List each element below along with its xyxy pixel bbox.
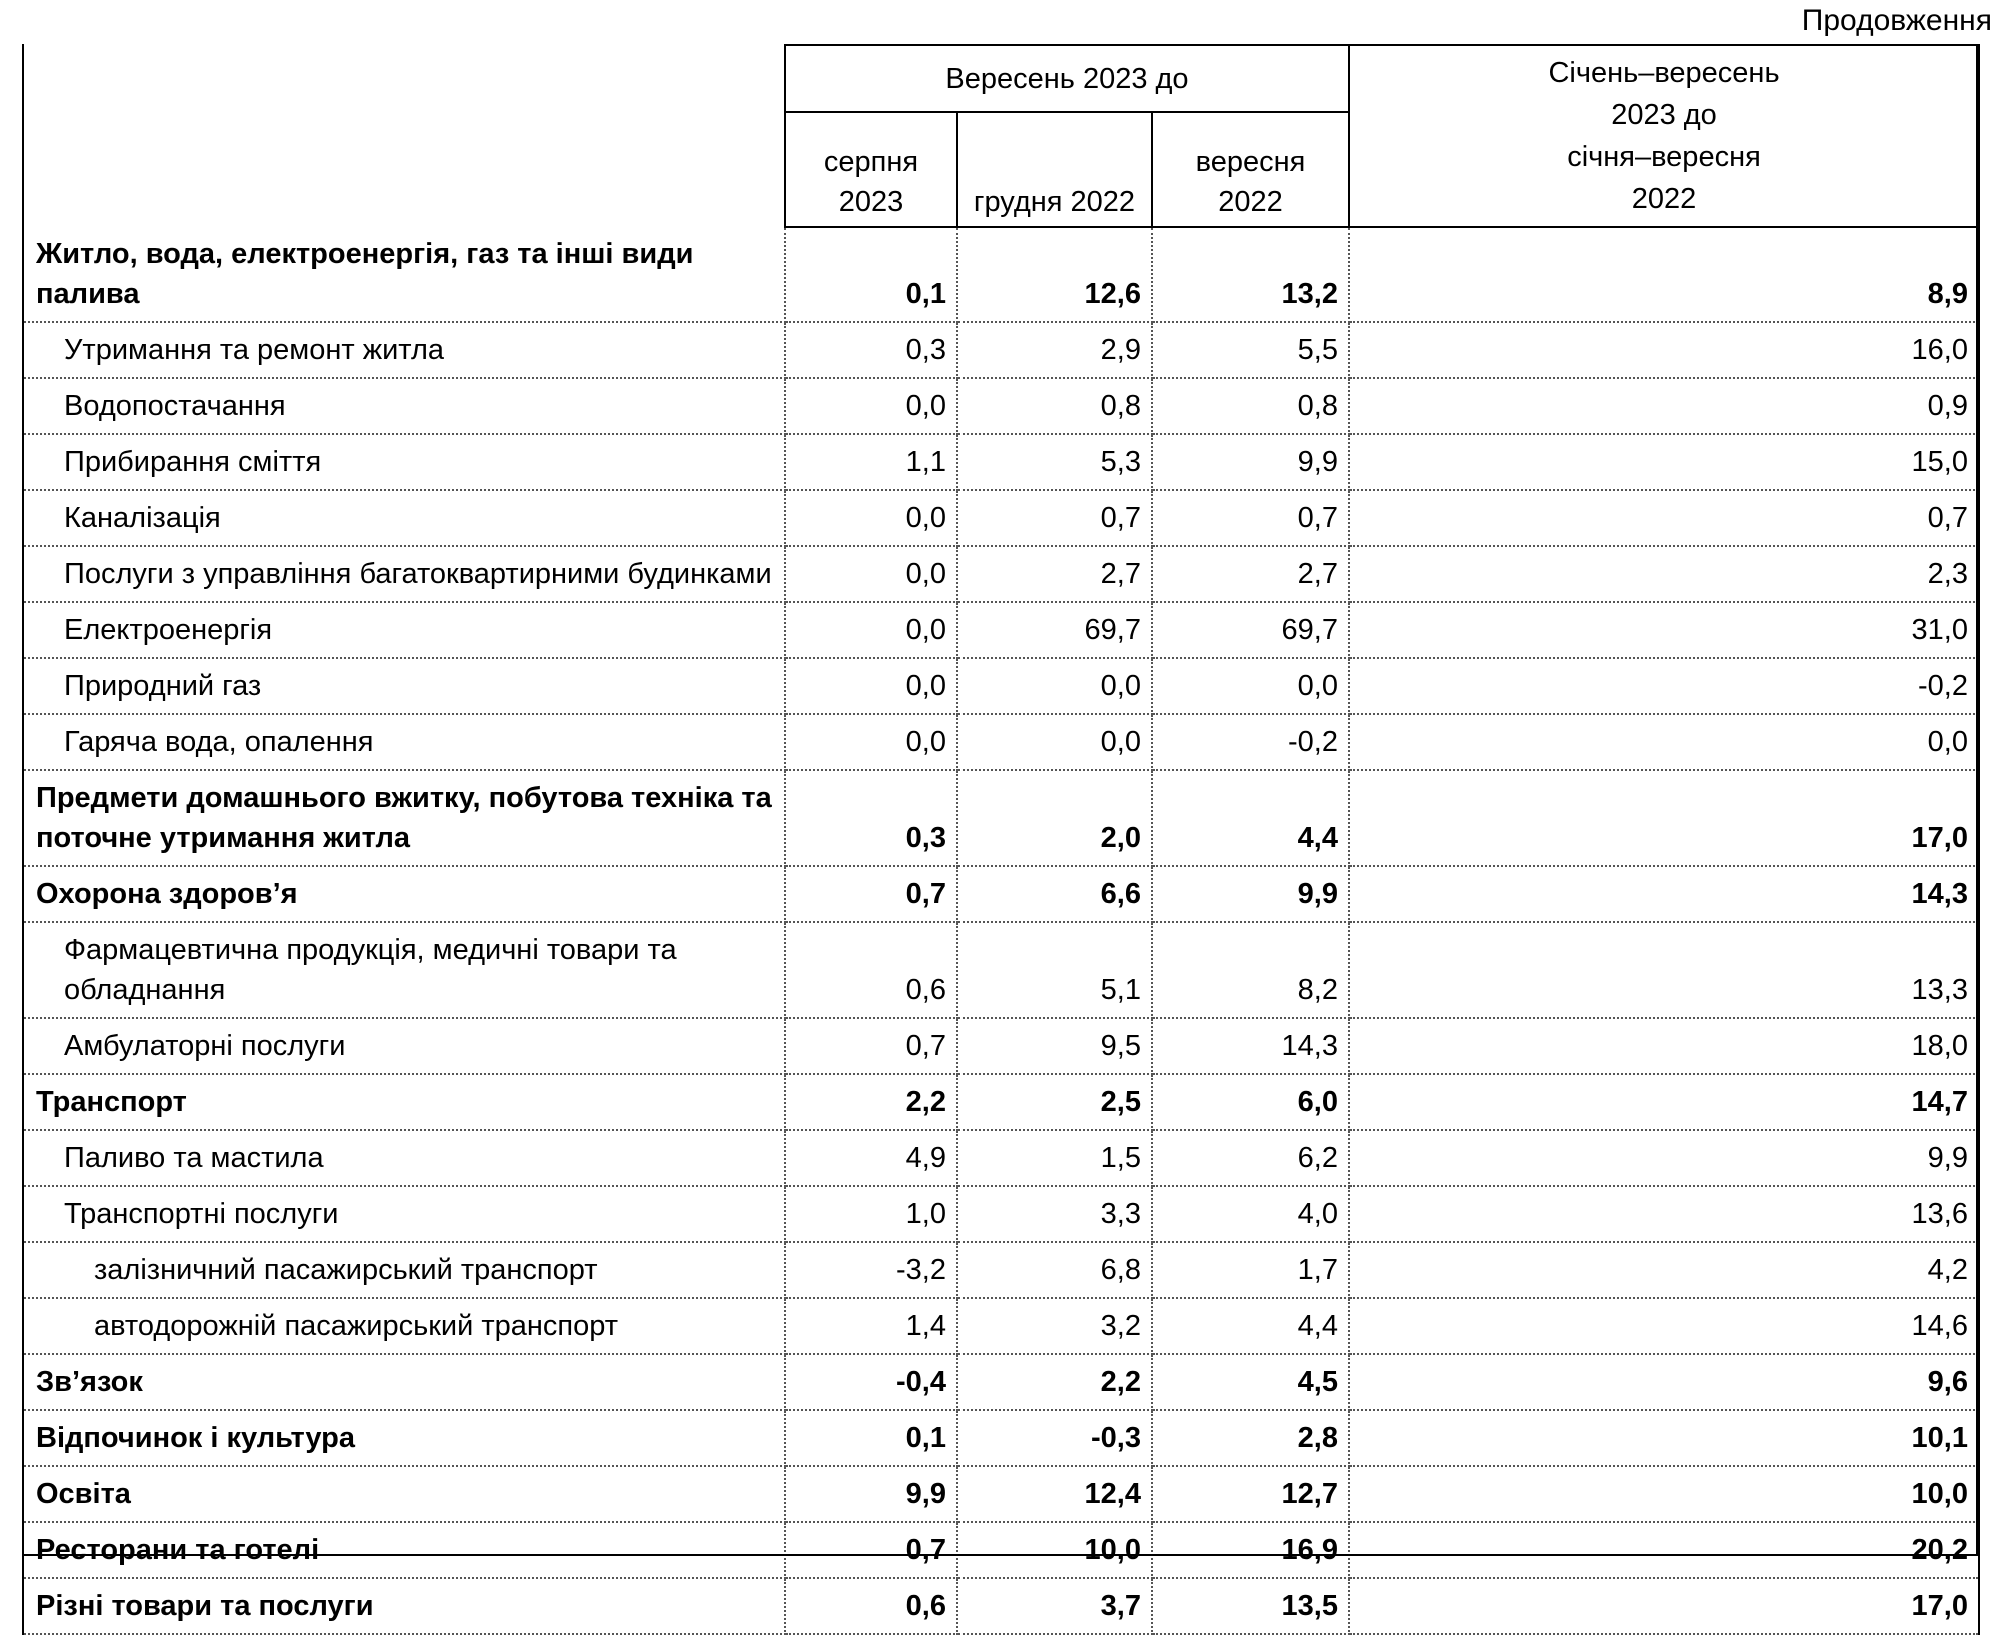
row-value: 3,7	[957, 1578, 1152, 1634]
header-col-december-2022: грудня 2022	[957, 112, 1152, 227]
row-value: 14,7	[1349, 1074, 1979, 1130]
table-row	[23, 1466, 1979, 1522]
row-value: 13,3	[1349, 922, 1979, 1018]
row-value: 0,3	[785, 770, 957, 866]
row-value: 9,9	[1152, 866, 1349, 922]
row-value: 31,0	[1349, 602, 1979, 658]
row-value: -0,2	[1152, 714, 1349, 770]
row-value: 3,3	[957, 1186, 1152, 1242]
row-value: 0,7	[1152, 490, 1349, 546]
row-label: Природний газ	[23, 658, 785, 714]
row-value: 0,7	[1349, 490, 1979, 546]
row-label: Паливо та мастила	[23, 1130, 785, 1186]
table-row	[23, 1522, 1979, 1578]
table-row	[23, 1410, 1979, 1466]
row-value: 14,6	[1349, 1298, 1979, 1354]
table-row	[23, 1298, 1979, 1354]
row-value: 12,7	[1152, 1466, 1349, 1522]
row-value: 12,6	[957, 227, 1152, 322]
row-value: -0,4	[785, 1354, 957, 1410]
header-ytd-line-3: січня–вересня	[1567, 141, 1761, 173]
table-body	[23, 227, 1979, 1634]
header-ytd-line-1: Січень–вересень	[1548, 57, 1780, 89]
row-value: 0,7	[957, 490, 1152, 546]
row-value: 10,0	[957, 1522, 1152, 1578]
row-value: 2,9	[957, 322, 1152, 378]
row-value: 2,7	[1152, 546, 1349, 602]
row-label: Відпочинок і культура	[23, 1410, 785, 1466]
row-value: 16,9	[1152, 1522, 1349, 1578]
row-value: 6,0	[1152, 1074, 1349, 1130]
row-value: 13,6	[1349, 1186, 1979, 1242]
row-value: 0,0	[785, 658, 957, 714]
header-row-group	[23, 45, 1979, 112]
header-group-september-2023: Вересень 2023 до	[785, 45, 1349, 112]
row-value: 0,6	[785, 1578, 957, 1634]
row-value: 13,5	[1152, 1578, 1349, 1634]
row-value: 3,2	[957, 1298, 1152, 1354]
row-value: 5,3	[957, 434, 1152, 490]
row-value: 9,9	[785, 1466, 957, 1522]
row-value: 14,3	[1349, 866, 1979, 922]
row-value: 4,2	[1349, 1242, 1979, 1298]
table-row	[23, 1354, 1979, 1410]
row-value: 4,0	[1152, 1186, 1349, 1242]
row-value: 0,0	[785, 714, 957, 770]
row-label: Житло, вода, електроенергія, газ та інші види палива	[23, 227, 785, 322]
row-value: 0,0	[1349, 714, 1979, 770]
row-value: 0,9	[1349, 378, 1979, 434]
row-label: Електроенергія	[23, 602, 785, 658]
row-label: Транспортні послуги	[23, 1186, 785, 1242]
row-value: 0,0	[957, 714, 1152, 770]
table-row	[23, 227, 1979, 322]
row-value: 9,6	[1349, 1354, 1979, 1410]
row-value: 69,7	[1152, 602, 1349, 658]
row-value: 2,3	[1349, 546, 1979, 602]
row-value: -0,3	[957, 1410, 1152, 1466]
row-value: 1,4	[785, 1298, 957, 1354]
row-label: Утримання та ремонт житла	[23, 322, 785, 378]
row-value: 2,5	[957, 1074, 1152, 1130]
row-value: 1,7	[1152, 1242, 1349, 1298]
table-row	[23, 866, 1979, 922]
row-value: 2,0	[957, 770, 1152, 866]
row-value: 12,4	[957, 1466, 1152, 1522]
row-value: 0,0	[785, 546, 957, 602]
header-ytd	[1349, 45, 1979, 227]
row-value: 0,7	[785, 1522, 957, 1578]
row-value: 0,0	[785, 490, 957, 546]
row-value: 1,1	[785, 434, 957, 490]
row-label: Різні товари та послуги	[23, 1578, 785, 1634]
row-label: Каналізація	[23, 490, 785, 546]
table-row	[23, 1018, 1979, 1074]
row-value: 5,5	[1152, 322, 1349, 378]
row-value: 4,4	[1152, 770, 1349, 866]
row-value: 1,0	[785, 1186, 957, 1242]
cpi-indices-table	[22, 44, 1980, 1635]
table-row	[23, 490, 1979, 546]
row-value: 2,2	[785, 1074, 957, 1130]
row-value: 15,0	[1349, 434, 1979, 490]
row-label: Амбулаторні послуги	[23, 1018, 785, 1074]
row-value: 0,0	[785, 602, 957, 658]
table-row	[23, 434, 1979, 490]
table-row	[23, 658, 1979, 714]
row-label: Гаряча вода, опалення	[23, 714, 785, 770]
table-row	[23, 1074, 1979, 1130]
row-value: 0,0	[1152, 658, 1349, 714]
table-header	[23, 45, 1979, 227]
row-value: 4,4	[1152, 1298, 1349, 1354]
row-value: 13,2	[1152, 227, 1349, 322]
row-value: 16,0	[1349, 322, 1979, 378]
row-value: 5,1	[957, 922, 1152, 1018]
row-value: 9,9	[1152, 434, 1349, 490]
row-value: 4,5	[1152, 1354, 1349, 1410]
row-value: 9,5	[957, 1018, 1152, 1074]
row-value: -0,2	[1349, 658, 1979, 714]
row-value: 14,3	[1152, 1018, 1349, 1074]
header-ytd-line-2: 2023 до	[1611, 99, 1717, 131]
table-row	[23, 602, 1979, 658]
row-value: -3,2	[785, 1242, 957, 1298]
table-row	[23, 1130, 1979, 1186]
header-col-september-2022: вересня 2022	[1152, 112, 1349, 227]
row-value: 0,0	[785, 378, 957, 434]
table-row	[23, 770, 1979, 866]
continuation-note: Продовження	[1801, 4, 1992, 37]
table-row	[23, 1186, 1979, 1242]
header-corner-blank	[23, 45, 785, 227]
row-label: Транспорт	[23, 1074, 785, 1130]
table-row	[23, 714, 1979, 770]
row-label: Зв’язок	[23, 1354, 785, 1410]
row-label: Прибирання сміття	[23, 434, 785, 490]
row-label: автодорожній пасажирський транспорт	[23, 1298, 785, 1354]
row-value: 8,9	[1349, 227, 1979, 322]
row-label: залізничний пасажирський транспорт	[23, 1242, 785, 1298]
row-label: Водопостачання	[23, 378, 785, 434]
row-value: 0,0	[957, 658, 1152, 714]
table-row	[23, 922, 1979, 1018]
row-value: 18,0	[1349, 1018, 1979, 1074]
row-value: 2,7	[957, 546, 1152, 602]
row-label: Предмети домашнього вжитку, побутова техніка та поточне утримання житла	[23, 770, 785, 866]
row-value: 0,8	[1152, 378, 1349, 434]
row-label: Фармацевтична продукція, медичні товари та обладнання	[23, 922, 785, 1018]
table-row	[23, 1242, 1979, 1298]
row-value: 17,0	[1349, 770, 1979, 866]
row-value: 2,8	[1152, 1410, 1349, 1466]
row-value: 10,0	[1349, 1466, 1979, 1522]
header-col-august-2023: серпня 2023	[785, 112, 957, 227]
row-value: 17,0	[1349, 1578, 1979, 1634]
row-value: 4,9	[785, 1130, 957, 1186]
row-value: 0,7	[785, 1018, 957, 1074]
row-value: 0,8	[957, 378, 1152, 434]
row-value: 0,6	[785, 922, 957, 1018]
row-value: 0,1	[785, 1410, 957, 1466]
row-label: Охорона здоров’я	[23, 866, 785, 922]
row-value: 6,6	[957, 866, 1152, 922]
row-value: 0,1	[785, 227, 957, 322]
row-label: Ресторани та готелі	[23, 1522, 785, 1578]
row-label: Освіта	[23, 1466, 785, 1522]
table-row	[23, 378, 1979, 434]
row-value: 9,9	[1349, 1130, 1979, 1186]
row-value: 10,1	[1349, 1410, 1979, 1466]
table-row	[23, 1578, 1979, 1634]
row-value: 1,5	[957, 1130, 1152, 1186]
header-ytd-line-4: 2022	[1631, 183, 1697, 215]
row-value: 6,2	[1152, 1130, 1349, 1186]
row-value: 69,7	[957, 602, 1152, 658]
row-value: 6,8	[957, 1242, 1152, 1298]
row-value: 0,3	[785, 322, 957, 378]
row-value: 0,7	[785, 866, 957, 922]
row-label: Послуги з управління багатоквартирними будинками	[23, 546, 785, 602]
row-value: 8,2	[1152, 922, 1349, 1018]
table-row	[23, 322, 1979, 378]
table-row	[23, 546, 1979, 602]
row-value: 20,2	[1349, 1522, 1979, 1578]
row-value: 2,2	[957, 1354, 1152, 1410]
